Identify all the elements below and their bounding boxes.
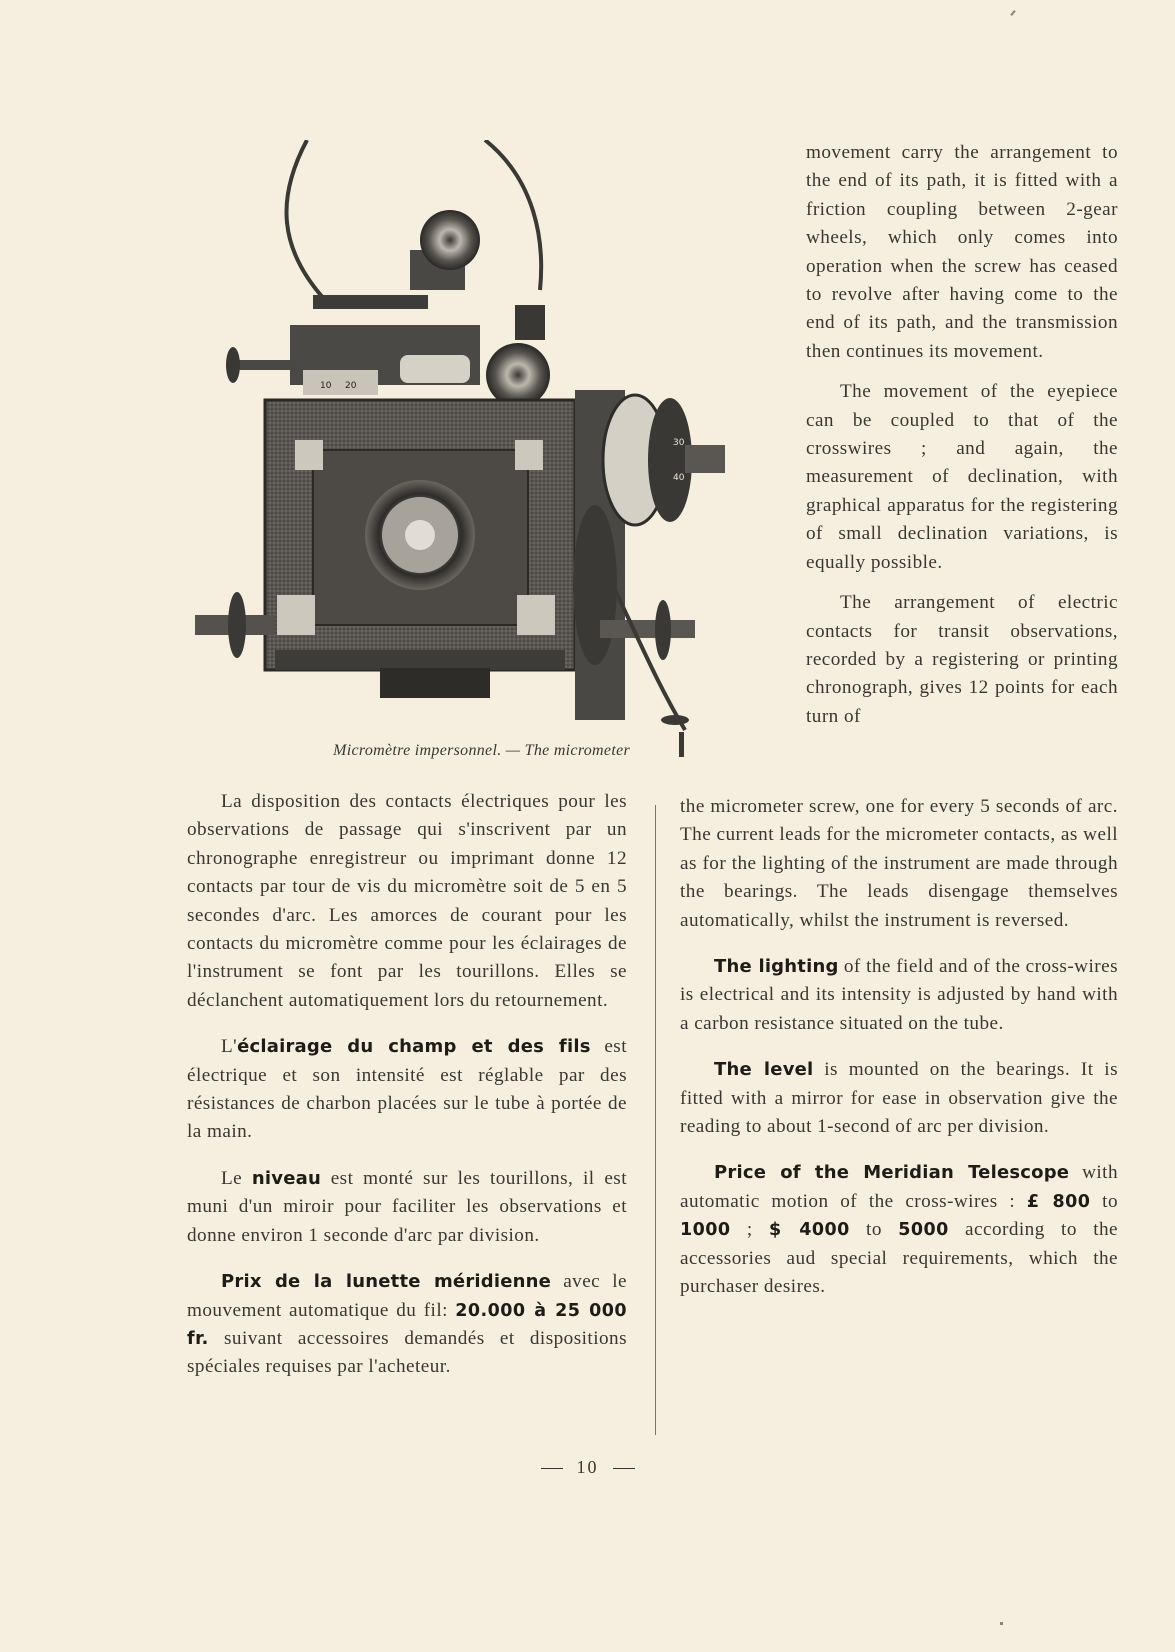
price-value: £ 800 [1026, 1191, 1091, 1212]
figure-caption: Micromètre impersonnel. — The micrometer [333, 742, 630, 759]
scale-number: 10 [320, 381, 332, 391]
page-number [0, 1457, 1175, 1478]
paragraph-movement: movement carry the arrangement to the end of its path, it is fitted with a friction coupling between 2-gear wheels, which only comes into operation when the screw has ceased to revolve after having come to the end of its path, and the transmission then continues its movement. [806, 142, 1118, 362]
price-text: to [849, 1219, 899, 1241]
prix-text: avec le mouvement automatique du fil: [187, 1271, 627, 1321]
paragraph-lighting [680, 953, 1118, 1038]
price-text: according to the accessories aud special requirements, which the purchaser desires. [680, 1219, 1118, 1298]
paragraph-contacts-top: The arrangement of electric contacts for transit observations, recorded by a registering or printing chronograph, gives 12 points for each turn of [806, 592, 1118, 727]
micrometer-illustration [195, 140, 770, 790]
prix-text: suivant accessoires demandés et dispositions spéciales requises par l'acheteur. [187, 1327, 627, 1378]
paragraph-contacts-fr: La disposition des contacts électriques pour les observations de passage qui s'inscrivent par un chronographe enregistreur ou imprimant donne 12 contacts par tour de vis du micromètre soit de 5 en 5 secondes d'arc. Les amorces de courant pour les contacts du micromètre comme pour les éclairages de l'instrument se font par les tourillons. Elles se déclanchent automatiquement lors du retournement. [187, 791, 627, 1011]
drum-number: 40 [673, 473, 685, 483]
lighting-heading: The lighting [714, 956, 839, 978]
page-number-dash [541, 1468, 563, 1469]
page-number-text: 10 [576, 1457, 599, 1477]
eclairage-heading: éclairage du champ et des fils [237, 1036, 591, 1058]
drum-number: 30 [673, 438, 685, 448]
left-column [187, 788, 627, 1382]
price-value: 5000 [898, 1220, 949, 1241]
level-text: is mounted on the bearings. It is fitted with a mirror for ease in observation give the reading to about 1-second of arc per division. [680, 1059, 1118, 1138]
paragraph-contacts-cont: the micrometer screw, one for every 5 seconds of arc. The current leads for the micrometer contacts, as well as for the lighting of the instrument are made through the bearings. The leads disengage themselves automatically, whilst the instrument is reversed. [680, 796, 1118, 931]
niveau-heading: niveau [251, 1167, 321, 1189]
column-divider [655, 805, 656, 1435]
niveau-text: est monté sur les tourillons, il est muni d'un miroir pour faciliter les observations et donne environ 1 seconde d'arc par division. [187, 1167, 627, 1246]
price-text: to [1090, 1190, 1118, 1212]
paragraph-prix [187, 1268, 627, 1382]
paper-mark [1010, 10, 1015, 16]
paragraph-price [680, 1159, 1118, 1301]
niveau-prefix: Le [221, 1167, 252, 1189]
eclairage-text: est électrique et son intensité est réglable par des résistances de charbon placées sur le tube à portée de la main. [187, 1036, 627, 1143]
eclairage-prefix: L' [221, 1036, 238, 1058]
price-text: ; [730, 1219, 769, 1241]
paragraph-eyepiece: The movement of the eyepiece can be coupled to that of the crosswires ; and again, the measurement of declination, with graphical apparatus for the registering of small declination variations, is equally possible. [806, 381, 1118, 573]
level-heading: The level [714, 1059, 814, 1081]
right-column-bottom [680, 793, 1118, 1302]
paragraph-eclairage [187, 1033, 627, 1147]
prix-heading: Prix de la lunette méridienne [221, 1271, 552, 1293]
paragraph-niveau [187, 1165, 627, 1250]
paragraph-level [680, 1056, 1118, 1141]
prix-value: 20.000 à 25 000 fr. [187, 1300, 628, 1349]
price-text: with automatic motion of the cross-wires : [680, 1162, 1118, 1212]
lighting-text: of the field and of the cross-wires is electrical and its intensity is adjusted by hand with a carbon resistance situated on the tube. [680, 956, 1118, 1034]
price-heading: Price of the Meridian Telescope [714, 1162, 1070, 1184]
price-value: $ 4000 [768, 1220, 850, 1241]
scale-number: 20 [345, 381, 357, 391]
paper-mark [1000, 1622, 1003, 1625]
page-number-dash [613, 1468, 635, 1469]
micrometer-photograph [195, 140, 770, 790]
right-column-top [806, 139, 1118, 731]
price-value: 1000 [680, 1220, 731, 1241]
